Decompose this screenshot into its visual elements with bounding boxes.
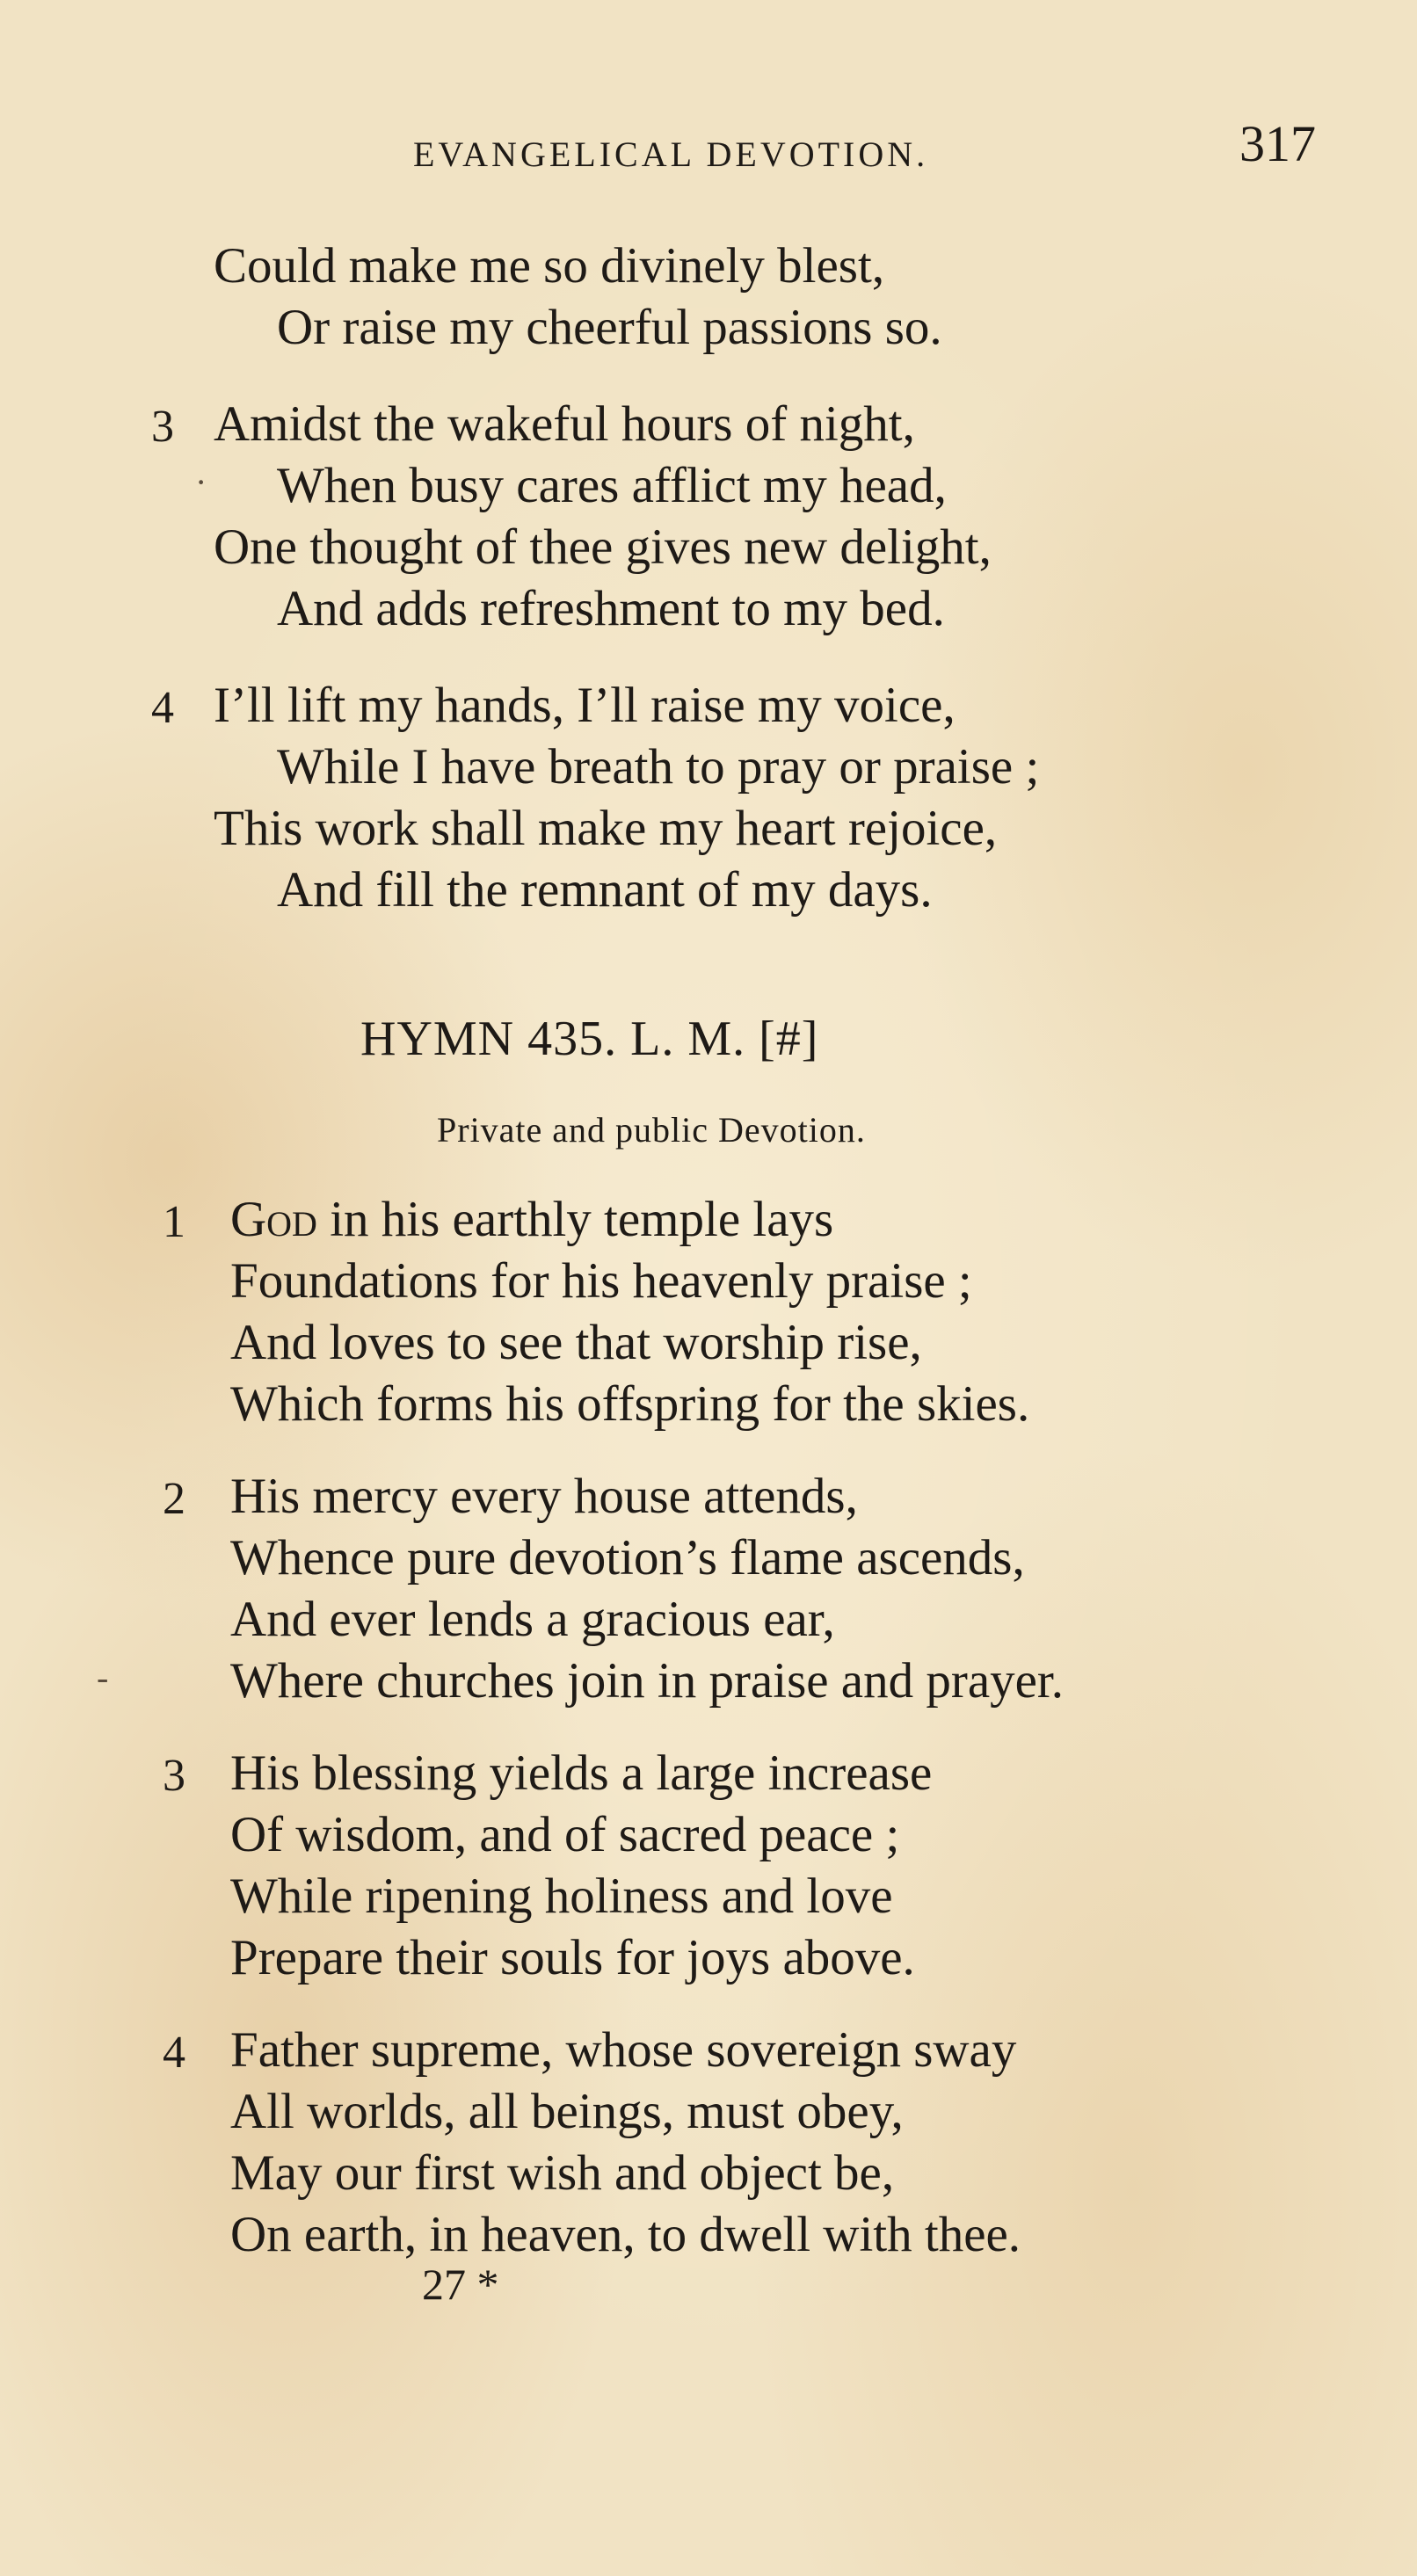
- verse-line: And loves to see that worship rise,: [230, 1315, 922, 1370]
- verse-line: While ripening holiness and love: [230, 1869, 893, 1924]
- page-header: [0, 114, 1417, 185]
- verse-line: Foundations for his heavenly praise ;: [230, 1253, 972, 1309]
- page-number: 317: [1239, 115, 1316, 172]
- verse-line: And adds refreshment to my bed.: [277, 581, 945, 636]
- first-word-small-caps: God: [230, 1192, 317, 1247]
- first-line-rest: in his earthly temple lays: [316, 1192, 834, 1247]
- verse-line: Amidst the wakeful hours of night,: [214, 396, 915, 452]
- verse-line: And fill the remnant of my days.: [277, 862, 933, 918]
- stanza-number: 4: [163, 2028, 185, 2078]
- verse-line: His blessing yields a large increase: [230, 1745, 933, 1801]
- verse-line: All worlds, all beings, must obey,: [230, 2084, 904, 2139]
- verse-line: Which forms his offspring for the skies.: [230, 1376, 1030, 1432]
- stanza-number: 3: [151, 402, 174, 452]
- verse-line: Of wisdom, and of sacred peace ;: [230, 1807, 900, 1862]
- stray-mark: -: [97, 1658, 109, 1697]
- verse-line: I’ll lift my hands, I’ll raise my voice,: [214, 678, 956, 733]
- verse-line: Prepare their souls for joys above.: [230, 1930, 915, 1985]
- stanza-number: 4: [151, 683, 174, 733]
- verse-line: On earth, in heaven, to dwell with thee.: [230, 2207, 1021, 2262]
- verse-line: May our first wish and object be,: [230, 2145, 895, 2201]
- stanza-number: 2: [163, 1474, 185, 1524]
- verse-line: Where churches join in praise and prayer.: [230, 1653, 1065, 1709]
- verse-line: And ever lends a gracious ear,: [230, 1592, 835, 1647]
- verse-line: Father supreme, whose sovereign sway: [230, 2022, 1017, 2078]
- verse-line: [230, 1191, 833, 1249]
- verse-line: One thought of thee gives new delight,: [214, 519, 992, 575]
- verse-line: His mercy every house attends,: [230, 1469, 858, 1524]
- verse-line: When busy cares afflict my head,: [277, 458, 947, 513]
- hymn-title: HYMN 435. L. M. [#]: [360, 1012, 819, 1066]
- verse-line: Whence pure devotion’s flame ascends,: [230, 1530, 1025, 1586]
- verse-line: While I have breath to pray or praise ;: [277, 739, 1040, 795]
- hymn-subtitle: Private and public Devotion.: [437, 1110, 866, 1150]
- stanza-number: 3: [163, 1751, 185, 1801]
- verse-line: Could make me so divinely blest,: [214, 238, 885, 294]
- running-head: EVANGELICAL DEVOTION.: [413, 134, 929, 174]
- stanza-number: 1: [163, 1197, 185, 1247]
- stray-mark: ·: [195, 462, 207, 502]
- signature-mark: 27 *: [422, 2260, 499, 2309]
- verse-line: Or raise my cheerful passions so.: [277, 300, 942, 355]
- verse-line: This work shall make my heart rejoice,: [214, 801, 998, 856]
